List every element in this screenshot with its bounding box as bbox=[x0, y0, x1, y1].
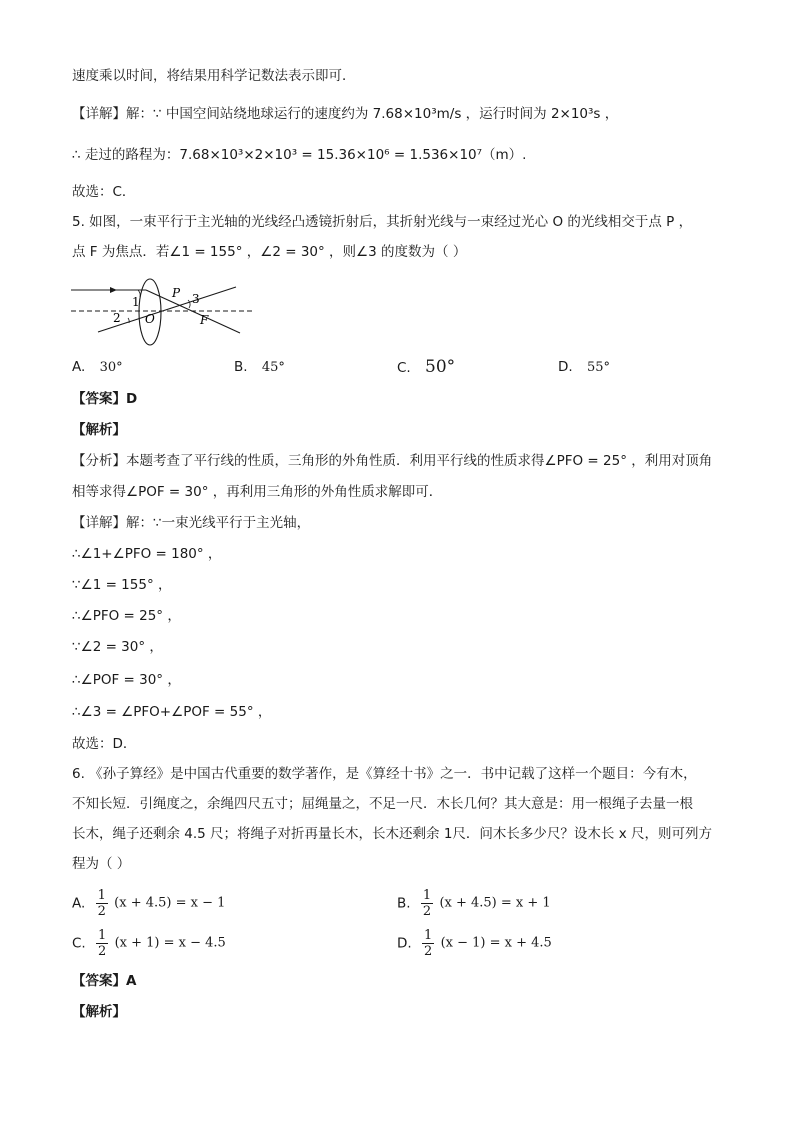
text-line: 速度乘以时间，将结果用科学记数法表示即可． bbox=[72, 68, 356, 84]
figure-label-o: O bbox=[145, 312, 155, 326]
q5-option-c bbox=[397, 357, 455, 378]
figure-label-f: F bbox=[200, 313, 209, 327]
figure-label-p: P bbox=[172, 286, 181, 300]
option-label: C. bbox=[72, 935, 86, 952]
solution-line: 【详解】解：∵一束光线平行于主光轴， bbox=[72, 515, 311, 531]
solution-line: ∴∠POF = 30° ， bbox=[72, 672, 181, 688]
figure-label-2: 2 bbox=[113, 311, 121, 325]
arrow-icon bbox=[110, 287, 117, 293]
answer-label: 【答案】A bbox=[72, 973, 137, 989]
solution-line: ∵∠1 = 155° ， bbox=[72, 577, 172, 593]
question-6-stem: 不知长短．引绳度之，余绳四尺五寸；屈绳量之，不足一尺．木长几何？其大意是：用一根绳子去量一根 bbox=[72, 796, 693, 812]
equation: (x − 1) = x + 4.5 bbox=[440, 935, 552, 951]
option-label: D. bbox=[558, 359, 573, 375]
equation: (x + 1) = x − 4.5 bbox=[114, 935, 226, 951]
option-value: 55° bbox=[586, 360, 611, 375]
option-label: A. bbox=[72, 895, 86, 912]
equation: (x + 4.5) = x − 1 bbox=[114, 895, 226, 911]
option-value: 45° bbox=[261, 360, 285, 375]
fraction-denominator: 2 bbox=[423, 944, 433, 959]
q5-option-d bbox=[558, 357, 610, 378]
q6-option-d bbox=[397, 928, 552, 959]
option-value: 30° bbox=[99, 360, 123, 375]
option-label: D. bbox=[397, 935, 412, 952]
answer-label: 【答案】D bbox=[72, 391, 138, 407]
solution-line: ∵∠2 = 30° ， bbox=[72, 639, 163, 655]
q5-option-b bbox=[234, 357, 285, 378]
question-5-stem: 5. 如图，一束平行于主光轴的光线经凸透镜折射后，其折射光线与一束经过光心 O 的光线相交于点 P ， bbox=[72, 214, 693, 230]
figure-label-3: 3 bbox=[192, 292, 200, 306]
choice-line: 故选：C． bbox=[72, 184, 136, 200]
fraction bbox=[96, 888, 108, 919]
q6-option-c bbox=[72, 928, 226, 959]
analysis-heading: 【解析】 bbox=[72, 1004, 126, 1020]
solution-line: 【详解】解：∵ 中国空间站绕地球运行的速度约为 7.68×10³m/s ，运行时间为 2×10³s ， bbox=[72, 106, 619, 122]
solution-line: ∴∠PFO = 25° ， bbox=[72, 608, 181, 624]
fraction-numerator: 1 bbox=[98, 928, 107, 943]
option-label: B. bbox=[397, 895, 411, 912]
q6-option-a bbox=[72, 888, 225, 919]
fraction-denominator: 2 bbox=[98, 944, 107, 959]
q5-option-a bbox=[72, 357, 123, 378]
question-6-stem: 6. 《孙子算经》是中国古代重要的数学著作，是《算经十书》之一．书中记载了这样一个题目：今有木， bbox=[72, 766, 697, 782]
equation: (x + 4.5) = x + 1 bbox=[439, 895, 551, 911]
center-ray bbox=[98, 287, 236, 332]
fraction-denominator: 2 bbox=[422, 904, 432, 919]
option-label: B. bbox=[234, 359, 248, 375]
fraction bbox=[96, 928, 108, 959]
option-label: A. bbox=[72, 359, 86, 375]
analysis-line: 相等求得∠POF = 30° ，再利用三角形的外角性质求解即可． bbox=[72, 484, 443, 500]
fraction bbox=[421, 888, 433, 919]
angle-3-arc bbox=[188, 300, 190, 308]
question-6-stem: 程为（ ） bbox=[72, 856, 131, 872]
fraction-numerator: 1 bbox=[422, 888, 432, 903]
fraction-denominator: 2 bbox=[97, 904, 106, 919]
analysis-heading: 【解析】 bbox=[72, 422, 126, 438]
question-5-stem: 点 F 为焦点．若∠1 = 155° ，∠2 = 30° ，则∠3 的度数为（ ） bbox=[72, 244, 467, 260]
solution-line: ∴∠3 = ∠PFO+∠POF = 55° ， bbox=[72, 704, 272, 720]
choice-line: 故选：D． bbox=[72, 736, 137, 752]
q6-option-b bbox=[397, 888, 551, 919]
fraction-numerator: 1 bbox=[423, 928, 433, 943]
solution-line: ∴∠1+∠PFO = 180° ， bbox=[72, 546, 222, 562]
option-label: C. bbox=[397, 360, 411, 376]
fraction-numerator: 1 bbox=[97, 888, 106, 903]
analysis-line: 【分析】本题考查了平行线的性质，三角形的外角性质．利用平行线的性质求得∠PFO = 25° ，利用对顶角 bbox=[72, 453, 713, 469]
solution-line: ∴ 走过的路程为：7.68×10³×2×10³ = 15.36×10⁶ = 1.536×10⁷（m）. bbox=[72, 147, 527, 163]
fraction bbox=[422, 928, 434, 959]
figure-label-1: 1 bbox=[132, 295, 140, 309]
option-value: 50° bbox=[425, 357, 456, 377]
question-6-stem: 长木，绳子还剩余 4.5 尺；将绳子对折再量长木，长木还剩余 1尺．问木长多少尺？设木长 x 尺，则可列方 bbox=[72, 826, 713, 842]
